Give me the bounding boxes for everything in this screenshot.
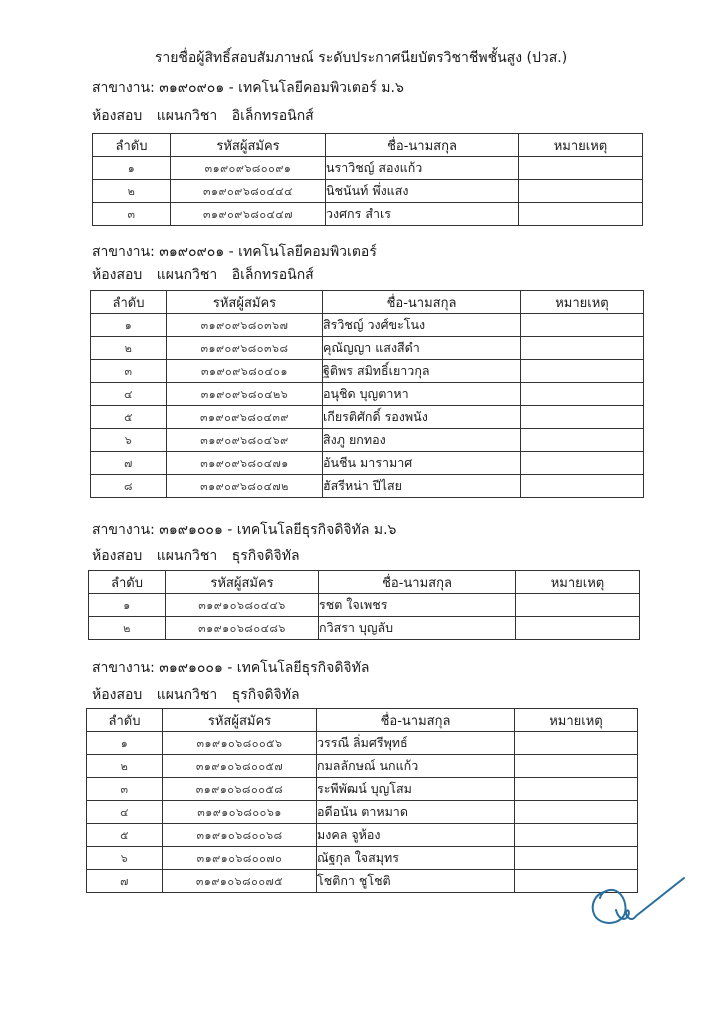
row-number: ๑ [91,314,167,337]
branch-label: สาขางาน: [92,80,155,96]
table-row [91,475,644,498]
row-note [515,824,638,847]
table-row [87,732,638,755]
applicant-name: รชต ใจเพชร [319,594,516,617]
room-name: อิเล็กทรอนิกส์ [231,267,314,283]
applicant-name: อนุชิด บุญตาหา [323,383,521,406]
applicant-id: ๓๑๙๑๐๖๘๐๐๕๖ [163,732,317,755]
row-number: ๔ [87,801,163,824]
row-note [521,406,644,429]
column-header-note: หมายเหตุ [521,291,644,314]
row-number: ๓ [93,203,171,226]
table-row [91,452,644,475]
column-header-note: หมายเหตุ [519,134,643,157]
applicant-id: ๓๑๙๐๙๖๘๐๔๗๑ [167,452,323,475]
table-row [93,203,643,226]
table-row [89,617,640,640]
row-note [516,594,640,617]
applicant-name: เกียรติศักดิ์ รองพนัง [323,406,521,429]
table-row [87,801,638,824]
room-label: ห้องสอบ [92,267,143,283]
applicant-name: สิรวิชญ์ วงศ์ขะโนง [323,314,521,337]
section-3-branch [92,519,396,541]
column-header-name: ชื่อ-นามสกุล [326,134,519,157]
applicant-id: ๓๑๙๐๙๖๘๐๔๔๗ [171,203,326,226]
applicant-name: กมลลักษณ์ นกแก้ว [317,755,515,778]
row-number: ๔ [91,383,167,406]
row-note [519,203,643,226]
row-number: ๒ [93,180,171,203]
row-note [521,452,644,475]
applicant-name: มงคล จูห้อง [317,824,515,847]
column-header-name: ชื่อ-นามสกุล [319,571,516,594]
row-number: ๓ [91,360,167,383]
table-row [87,847,638,870]
branch-value: ๓๑๙๑๐๐๑ - เทคโนโลยีธุรกิจดิจิทัล [159,660,370,676]
room-label: ห้องสอบ [92,108,143,124]
section-4-room [92,684,300,706]
column-header-note: หมายเหตุ [515,709,638,732]
table-row [87,755,638,778]
column-header-id: รหัสผู้สมัคร [163,709,317,732]
applicant-name: ฮัสรีหน่า ปีไสย [323,475,521,498]
applicant-id: ๓๑๙๐๙๖๘๐๔๗๒ [167,475,323,498]
room-label: ห้องสอบ [92,687,143,703]
applicant-id: ๓๑๙๑๐๖๘๐๐๖๘ [163,824,317,847]
table-row [87,870,638,893]
candidate-table-3 [88,570,640,640]
applicant-name: คุณัญญา แสงสีดำ [323,337,521,360]
applicant-name: ณัฐกุล ใจสมุทร [317,847,515,870]
table-header [87,709,638,732]
candidate-table-2 [90,290,644,498]
row-number: ๑ [87,732,163,755]
applicant-name: อดีอนัน ตาหมาด [317,801,515,824]
row-note [521,475,644,498]
column-header-id: รหัสผู้สมัคร [167,291,323,314]
row-number: ๖ [91,429,167,452]
applicant-name: นราวิชญ์ สองแก้ว [326,157,519,180]
section-1-room [92,105,314,127]
row-number: ๗ [87,870,163,893]
document-title: รายชื่อผู้สิทธิ์สอบสัมภาษณ์ ระดับประกาศนียบัตรวิชาชีพชั้นสูง (ปวส.) [154,50,568,66]
branch-label: สาขางาน: [92,660,155,676]
table-row [91,429,644,452]
table-row [91,383,644,406]
row-note [521,429,644,452]
column-header-name: ชื่อ-นามสกุล [323,291,521,314]
applicant-id: ๓๑๙๐๙๖๘๐๔๖๙ [167,429,323,452]
applicant-name: นิชนันท์ พึ่งแสง [326,180,519,203]
column-header-no: ลำดับ [89,571,166,594]
room-name: ธุรกิจดิจิทัล [231,548,300,564]
branch-label: สาขางาน: [92,522,155,538]
table-header [89,571,640,594]
table-row [89,594,640,617]
applicant-name: ฐิติพร สมิทธิ์เยาวกุล [323,360,521,383]
applicant-id: ๓๑๙๑๐๖๘๐๐๗๕ [163,870,317,893]
row-number: ๒ [89,617,166,640]
applicant-id: ๓๑๙๑๐๖๘๐๐๕๘ [163,778,317,801]
applicant-id: ๓๑๙๑๐๖๘๐๐๗๐ [163,847,317,870]
branch-label: สาขางาน: [92,244,155,260]
row-number: ๑ [93,157,171,180]
applicant-id: ๓๑๙๐๙๖๘๐๓๖๘ [167,337,323,360]
table-header [91,291,644,314]
applicant-name: ระพีพัฒน์ บุญโสม [317,778,515,801]
applicant-name: วรรณี ลิ่มศรีพุทธ์ [317,732,515,755]
row-number: ๒ [91,337,167,360]
room-dept: แผนกวิชา [156,687,218,703]
column-header-id: รหัสผู้สมัคร [166,571,319,594]
candidate-table-4 [86,708,638,893]
row-note [515,732,638,755]
row-note [521,337,644,360]
room-dept: แผนกวิชา [156,108,218,124]
section-1-branch [92,77,404,99]
table-row [91,406,644,429]
applicant-id: ๓๑๙๐๙๖๘๐๐๙๑ [171,157,326,180]
row-note [516,617,640,640]
row-number: ๖ [87,847,163,870]
applicant-id: ๓๑๙๑๐๖๘๐๐๕๗ [163,755,317,778]
row-number: ๗ [91,452,167,475]
table-row [91,314,644,337]
applicant-id: ๓๑๙๑๐๖๘๐๔๔๖ [166,594,319,617]
signature-stroke [593,878,684,923]
row-note [515,801,638,824]
room-name: ธุรกิจดิจิทัล [231,687,300,703]
room-name: อิเล็กทรอนิกส์ [231,108,314,124]
section-2-room [92,264,314,286]
table-header [93,134,643,157]
room-dept: แผนกวิชา [156,548,218,564]
row-note [521,383,644,406]
column-header-note: หมายเหตุ [516,571,640,594]
table-row [91,360,644,383]
column-header-no: ลำดับ [93,134,171,157]
applicant-id: ๓๑๙๑๐๖๘๐๔๘๖ [166,617,319,640]
applicant-name: วงศกร สำเร [326,203,519,226]
row-note [521,314,644,337]
row-number: ๕ [91,406,167,429]
branch-value: ๓๑๙๐๙๐๑ - เทคโนโลยีคอมพิวเตอร์ ม.๖ [159,80,404,96]
column-header-id: รหัสผู้สมัคร [171,134,326,157]
room-label: ห้องสอบ [92,548,143,564]
branch-value: ๓๑๙๐๙๐๑ - เทคโนโลยีคอมพิวเตอร์ [159,244,377,260]
row-note [519,157,643,180]
table-row [93,157,643,180]
table-row [87,778,638,801]
applicant-id: ๓๑๙๐๙๖๘๐๔๓๙ [167,406,323,429]
row-number: ๓ [87,778,163,801]
row-note [521,360,644,383]
table-row [87,824,638,847]
row-number: ๕ [87,824,163,847]
column-header-no: ลำดับ [91,291,167,314]
applicant-name: สิงภู ยกทอง [323,429,521,452]
branch-value: ๓๑๙๑๐๐๑ - เทคโนโลยีธุรกิจดิจิทัล ม.๖ [159,522,397,538]
room-dept: แผนกวิชา [156,267,218,283]
section-3-room [92,545,300,567]
applicant-id: ๓๑๙๐๙๖๘๐๔๐๑ [167,360,323,383]
section-2-branch [92,241,377,263]
column-header-no: ลำดับ [87,709,163,732]
candidate-table-1 [92,133,643,226]
applicant-name: กวิสรา บุญลับ [319,617,516,640]
applicant-id: ๓๑๙๐๙๖๘๐๔๒๖ [167,383,323,406]
row-number: ๘ [91,475,167,498]
table-row [93,180,643,203]
table-row [91,337,644,360]
row-note [515,778,638,801]
section-4-branch [92,657,369,679]
row-number: ๒ [87,755,163,778]
column-header-name: ชื่อ-นามสกุล [317,709,515,732]
signature [588,872,688,932]
row-note [515,847,638,870]
applicant-name: อันชีน มารามาศ [323,452,521,475]
applicant-id: ๓๑๙๑๐๖๘๐๐๖๑ [163,801,317,824]
row-number: ๑ [89,594,166,617]
applicant-id: ๓๑๙๐๙๖๘๐๓๖๗ [167,314,323,337]
row-note [515,755,638,778]
row-note [519,180,643,203]
applicant-id: ๓๑๙๐๙๖๘๐๔๔๔ [171,180,326,203]
applicant-name: โชติกา ชูโชติ [317,870,515,893]
